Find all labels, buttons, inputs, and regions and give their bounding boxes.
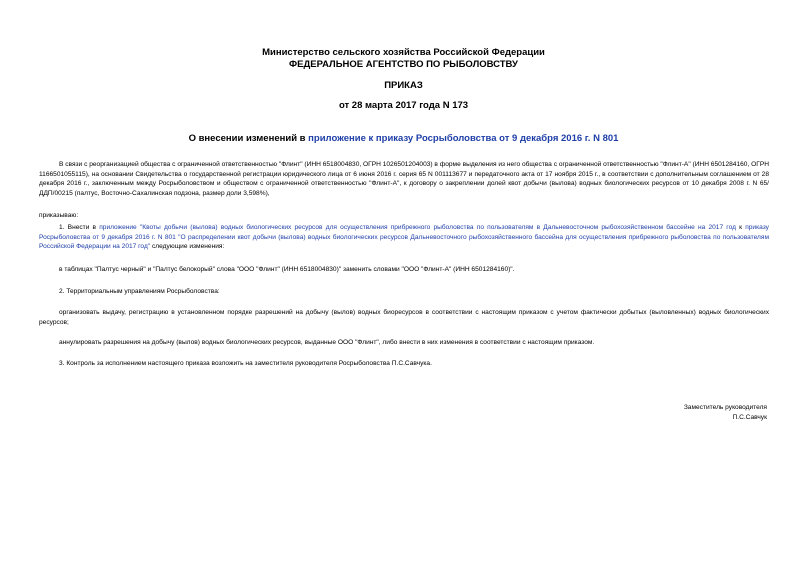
document-date: от 28 марта 2017 года N 173 bbox=[338, 100, 469, 111]
item1-prefix: 1. Внести в bbox=[59, 224, 100, 231]
item1-mid: к bbox=[735, 224, 746, 231]
signature-block bbox=[684, 403, 767, 423]
title-prefix: О внесении изменений в bbox=[188, 133, 309, 144]
paragraph-item3: 3. Контроль за исполнением настоящего приказа возложить на заместителя руководителя Росрыболовства П.С.Савчука. bbox=[59, 360, 432, 367]
paragraph-orders: приказываю: bbox=[39, 212, 79, 219]
title-link[interactable]: приложение к приказу Росрыболовства от 9 декабря 2016 г. N 801 bbox=[308, 133, 619, 144]
agency-name: ФЕДЕРАЛЬНОЕ АГЕНТСТВО ПО РЫБОЛОВСТВУ bbox=[289, 59, 518, 70]
document-header bbox=[0, 47, 807, 71]
ministry-name: Министерство сельского хозяйства Российской Федерации bbox=[262, 47, 545, 58]
signatory-name: П.С.Савчук bbox=[732, 414, 767, 421]
signatory-position: Заместитель руководителя bbox=[683, 404, 767, 411]
item1-order-link[interactable]: приказу Росрыболовства от 9 декабря 2016 г. N 801 "О распределении квот добычи (вылова) водных биологических ресурсов Дальневосточного рыбохозяйственного бассейна для осуществления прибрежного рыболовства по пользователям Российской Федерации на 2017 год" bbox=[39, 224, 769, 251]
paragraph-item2-a: организовать выдачу, регистрацию в установленном порядке разрешений на добычу (вылов) водных биоресурсов в соответствии с настоящим приказом с учетом фактически добытых (выловленных) водных биологических ресурсов; bbox=[39, 309, 769, 326]
document-title bbox=[0, 133, 807, 144]
paragraph-preamble: В связи с реорганизацией общества с ограниченной ответственностью "Флинт" (ИНН 6518004830, ОГРН 1026501204003) в форме выделения из него общества с ограниченной ответственностью "Флинт-А" (ИНН 6501284160, ОГРН 1166501055115), на основании Свидетельства о государственной регистрации юридического лица от 6 июня 2016 г. серия 65 N 001113677 и передаточного акта от 17 ноября 2015 г., в соответствии с дополнительным соглашением от 28 декабря 2016 г., заключенным между Росрыболовством и обществом с ограниченной ответственностью "Флинт-А", к договору о закреплении долей квот добычи (вылова) водных биологических ресурсов от 10 декабря 2008 г. N 65/ДДП/00215 (палтус, Восточно-Сахалинская подзона, размер доли 3,598%), bbox=[39, 161, 769, 197]
paragraph-item1 bbox=[39, 223, 769, 252]
document-type: ПРИКАЗ bbox=[384, 80, 423, 91]
paragraph-item2-b: аннулировать разрешения на добычу (вылов) водных биологических ресурсов, выданные ООО "Флинт", либо внести в них изменения в соответствии с настоящим приказом. bbox=[59, 339, 595, 346]
paragraph-item2: 2. Территориальным управлениям Росрыболовства: bbox=[59, 288, 220, 295]
item1-appendix-link[interactable]: приложение "Квоты добычи (вылова) водных биологических ресурсов для осуществления прибрежного рыболовства по пользователям в Дальневосточном рыбохозяйственном бассейне на 2017 год bbox=[99, 224, 736, 231]
item1-suffix: следующие изменения: bbox=[150, 243, 225, 251]
paragraph-item1-change: в таблицах "Палтус черный" и "Палтус белокорый" слова "ООО "Флинт" (ИНН 6518004830)" заменить словами "ООО "Флинт-А" (ИНН 6501284160)". bbox=[59, 266, 515, 273]
